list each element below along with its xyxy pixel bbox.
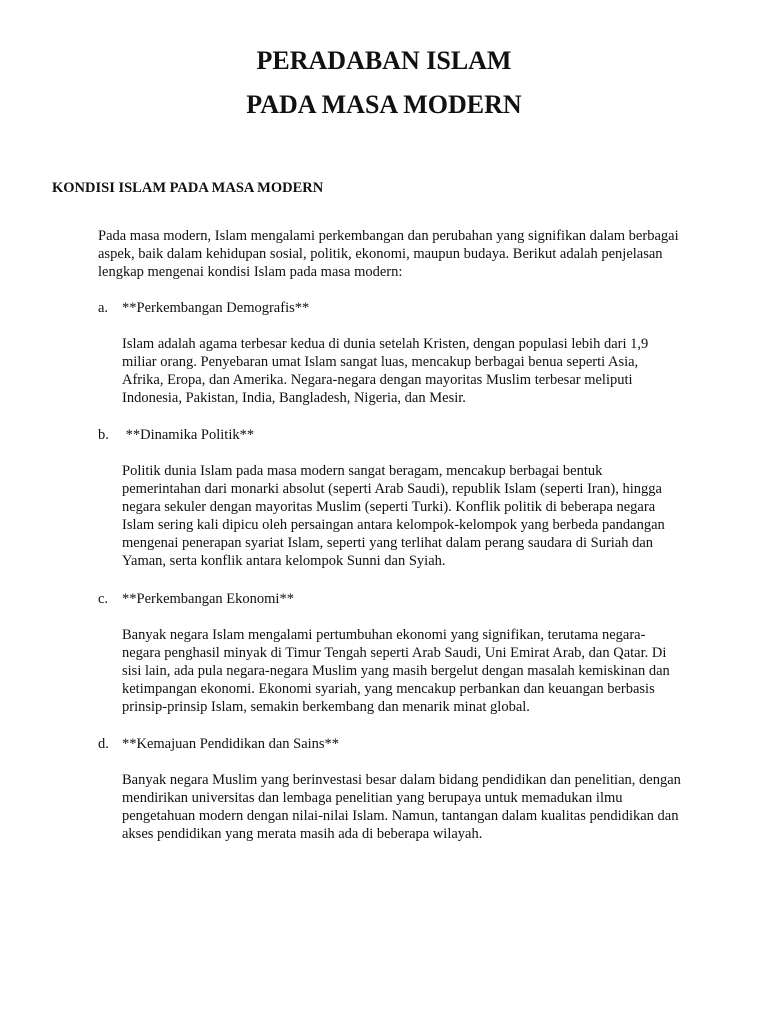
item-d-letter: d. bbox=[98, 736, 109, 752]
intro-line: Pada masa modern, Islam mengalami perkembangan dan perubahan yang signifikan dalam berbagai bbox=[98, 228, 679, 244]
intro-line: aspek, baik dalam kehidupan sosial, politik, ekonomi, maupun budaya. Berikut adalah penjelasan bbox=[98, 246, 663, 262]
section-heading: KONDISI ISLAM PADA MASA MODERN bbox=[52, 180, 324, 196]
item-a-line: miliar orang. Penyebaran umat Islam sangat luas, mencakup berbagai benua seperti Asia, bbox=[122, 354, 639, 370]
item-c-title: **Perkembangan Ekonomi** bbox=[122, 591, 294, 607]
document-title-line-1: PERADABAN ISLAM bbox=[256, 46, 512, 75]
item-b-line: Politik dunia Islam pada masa modern sangat beragam, mencakup berbagai bentuk bbox=[122, 463, 603, 479]
item-a-body bbox=[122, 335, 722, 407]
item-c-letter: c. bbox=[98, 591, 109, 607]
item-c-line: Banyak negara Islam mengalami pertumbuhan ekonomi yang signifikan, terutama negara- bbox=[122, 627, 646, 643]
item-d-line: mendirikan universitas dan lembaga penelitian yang berupaya untuk memadukan ilmu bbox=[122, 790, 623, 806]
item-c-line: negara penghasil minyak di Timur Tengah seperti Arab Saudi, Uni Emirat Arab, dan Qatar. Di bbox=[122, 645, 667, 661]
item-b-line: Islam sering kali dipicu oleh persaingan antara kelompok-kelompok yang berbeda pandangan bbox=[122, 517, 665, 533]
item-b-line: Yaman, serta konflik antara kelompok Sunni dan Syiah. bbox=[122, 553, 446, 569]
item-d-line: akses pendidikan yang merata masih ada di beberapa wilayah. bbox=[122, 826, 483, 842]
item-c-heading bbox=[98, 590, 294, 608]
item-a-letter: a. bbox=[98, 300, 109, 316]
item-b-heading bbox=[98, 426, 254, 444]
item-d-line: Banyak negara Muslim yang berinvestasi besar dalam bidang pendidikan dan penelitian, dengan bbox=[122, 772, 681, 788]
intro-paragraph bbox=[98, 227, 738, 281]
item-a-heading bbox=[98, 299, 309, 317]
item-b-body bbox=[122, 462, 722, 570]
item-d-heading bbox=[98, 735, 339, 753]
item-a-title: **Perkembangan Demografis** bbox=[122, 300, 310, 316]
document-title-line-2: PADA MASA MODERN bbox=[246, 90, 522, 119]
item-a-line: Afrika, Eropa, dan Amerika. Negara-negara dengan mayoritas Muslim terbesar meliputi bbox=[122, 372, 633, 388]
item-b-line: pemerintahan dari monarki absolut (seperti Arab Saudi), republik Islam (seperti Iran), hingga bbox=[122, 481, 662, 497]
item-b-line: mengenai penerapan syariat Islam, seperti yang terlihat dalam perang saudara di Suriah dan bbox=[122, 535, 654, 551]
item-c-line: sisi lain, ada pula negara-negara Muslim yang masih bergelut dengan masalah kemiskinan dan bbox=[122, 663, 670, 679]
item-b-line: negara sekuler dengan mayoritas Muslim (seperti Turki). Konflik politik di beberapa negara bbox=[122, 499, 656, 515]
item-d-body bbox=[122, 771, 722, 843]
item-d-title: **Kemajuan Pendidikan dan Sains** bbox=[122, 736, 340, 752]
item-a-line: Indonesia, Pakistan, India, Bangladesh, Nigeria, dan Mesir. bbox=[122, 390, 466, 406]
item-a-line: Islam adalah agama terbesar kedua di dunia setelah Kristen, dengan populasi lebih dari 1,9 bbox=[122, 336, 649, 352]
item-b-letter: b. bbox=[98, 427, 109, 443]
item-d-line: pengetahuan modern dengan nilai-nilai Islam. Namun, tantangan dalam kualitas pendidikan dan bbox=[122, 808, 679, 824]
item-c-line: prinsip-prinsip Islam, semakin berkembang dan menarik minat global. bbox=[122, 699, 530, 715]
item-c-body bbox=[122, 626, 722, 716]
item-b-title: **Dinamika Politik** bbox=[122, 427, 255, 443]
item-c-line: ketimpangan ekonomi. Ekonomi syariah, yang mencakup perbankan dan keuangan berbasis bbox=[122, 681, 655, 697]
intro-line: lengkap mengenai kondisi Islam pada masa modern: bbox=[98, 264, 403, 280]
